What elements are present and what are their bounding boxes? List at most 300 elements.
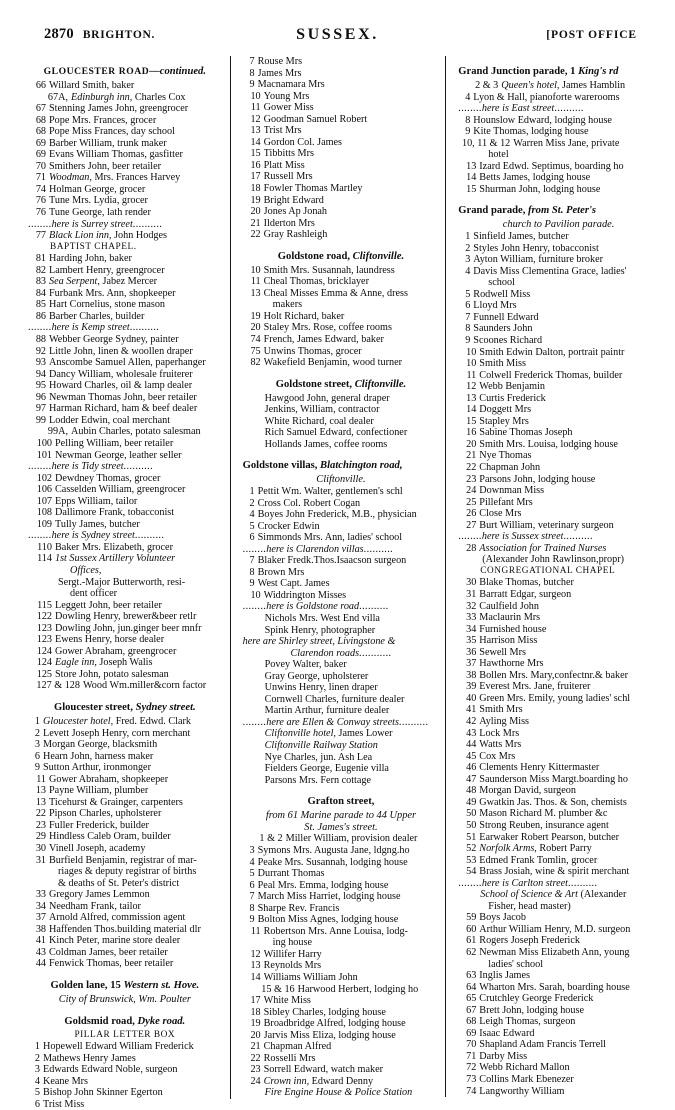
entry-text: Dowling Henry, brewer&beer retlr bbox=[55, 611, 197, 623]
entry-text: Crutchley George Frederick bbox=[479, 993, 594, 1005]
street-heading: Goldsmid road, Dyke road. bbox=[64, 1015, 186, 1027]
directory-entry bbox=[458, 704, 659, 716]
entry-text: Nye Thomas bbox=[479, 450, 532, 462]
entry-number: 93 bbox=[35, 357, 46, 369]
directory-entry bbox=[458, 404, 659, 416]
directory-entry bbox=[28, 831, 222, 843]
entry-number: 68 bbox=[35, 114, 46, 126]
entry-text: Hearn John, harness maker bbox=[43, 750, 154, 762]
entry-text: Widdrington Misses bbox=[263, 589, 347, 601]
directory-entry bbox=[28, 276, 222, 288]
entry-number: 33 bbox=[466, 612, 477, 624]
entry-number: 11 bbox=[466, 369, 477, 381]
directory-entry bbox=[243, 311, 440, 323]
entry-number: 76 bbox=[35, 207, 46, 219]
entry-number: 22 bbox=[250, 229, 261, 241]
entry-number: 99 bbox=[35, 414, 46, 426]
entry-text: Shurman John, lodging house bbox=[479, 183, 601, 195]
entry-text: Stapley Mrs bbox=[479, 415, 529, 427]
directory-entry bbox=[28, 299, 222, 311]
entry-number: 6 bbox=[249, 532, 255, 544]
entry-number: 102 bbox=[36, 472, 52, 484]
directory-entry bbox=[243, 914, 440, 926]
directory-entry bbox=[458, 172, 659, 184]
directory-entry bbox=[28, 669, 222, 681]
directory-entry bbox=[458, 126, 659, 138]
entry-text: Saunderson Miss Margt.boarding ho bbox=[479, 773, 628, 785]
entry-number: 50 bbox=[466, 819, 477, 831]
entry-number: 32 bbox=[466, 600, 477, 612]
entry-number: 2 bbox=[34, 727, 40, 739]
entry-number: 77 bbox=[35, 230, 46, 242]
directory-entry bbox=[458, 231, 659, 243]
entry-number: 127 & 128 bbox=[36, 680, 80, 692]
directory-entry bbox=[243, 857, 440, 869]
cross-street-reference: ........here is Sydney street.......... bbox=[28, 530, 165, 542]
entry-number: 22 bbox=[466, 462, 477, 473]
directory-entry bbox=[458, 797, 659, 809]
directory-entry bbox=[458, 1086, 659, 1098]
entry-number: 92 bbox=[35, 345, 46, 357]
entry-text: Webb Benjamin bbox=[479, 381, 545, 393]
directory-entry bbox=[458, 716, 659, 728]
directory-entry bbox=[458, 393, 659, 405]
entry-text: West Capt. James bbox=[257, 578, 330, 590]
directory-entry bbox=[28, 889, 222, 901]
entry-number: 5 bbox=[249, 520, 255, 532]
entry-continuation-line: riages & deputy registrar of births bbox=[58, 866, 197, 878]
entry-text: Symons Mrs. Augusta Jane, ldgng.ho bbox=[257, 844, 410, 856]
directory-entry bbox=[458, 462, 659, 474]
directory-entry bbox=[458, 543, 659, 555]
entry-text: Hounslow Edward, lodging house bbox=[473, 114, 612, 126]
entry-text: Gray Rashleigh bbox=[263, 229, 328, 241]
entry-number: 53 bbox=[466, 854, 477, 866]
directory-entry bbox=[243, 276, 440, 288]
entry-continuation-line: Sergt.-Major Butterworth, resi- bbox=[58, 576, 186, 588]
entry-number: 70 bbox=[35, 160, 46, 172]
entry-number: 23 bbox=[35, 819, 46, 831]
directory-entry bbox=[243, 1041, 440, 1053]
street-heading-subtitle: church to Pavilion parade. bbox=[502, 219, 615, 231]
entry-continuation-line: ing house bbox=[272, 937, 312, 949]
entry-number: 7 bbox=[465, 311, 471, 323]
entry-number: 6 bbox=[465, 300, 471, 312]
entry-text: Hawthorne Mrs bbox=[479, 658, 544, 670]
directory-entry bbox=[28, 392, 222, 404]
entry-number: 3 bbox=[249, 844, 255, 856]
column-3 bbox=[445, 56, 661, 1097]
entry-text: Sibley Charles, lodging house bbox=[263, 1006, 386, 1018]
entry-text: Doggett Mrs bbox=[479, 404, 532, 416]
directory-entry bbox=[28, 438, 222, 450]
directory-entry bbox=[458, 1016, 659, 1028]
directory-entry bbox=[458, 381, 659, 393]
entry-number: 17 bbox=[250, 171, 261, 183]
cross-street-reference: here are Shirley street, Livingstone & bbox=[242, 636, 396, 648]
entry-text: Peake Mrs. Susannah, lodging house bbox=[257, 856, 408, 868]
directory-entry bbox=[28, 657, 222, 669]
entry-text: Darby Miss bbox=[479, 1050, 528, 1062]
entry-text: Black Lion inn, John Hodges bbox=[49, 230, 168, 242]
entry-text: Russell Mrs bbox=[263, 171, 313, 183]
directory-entry bbox=[458, 820, 659, 832]
entry-number: 12 bbox=[250, 948, 261, 960]
directory-entry-unnumbered: Martin Arthur, furniture dealer bbox=[264, 705, 390, 717]
entry-number: 23 bbox=[466, 473, 477, 485]
entry-number: 106 bbox=[36, 484, 52, 496]
entry-number: 45 bbox=[466, 750, 477, 762]
entry-number: 30 bbox=[466, 577, 477, 589]
directory-entry-unnumbered: Povey Walter, baker bbox=[264, 659, 347, 671]
entry-number: 59 bbox=[466, 912, 477, 924]
entry-text: Evans William Thomas, gasfitter bbox=[49, 149, 183, 161]
entry-text: Peal Mrs. Emma, lodging house bbox=[257, 879, 389, 891]
entry-text: Betts James, lodging house bbox=[479, 172, 591, 184]
entry-text: Saunders John bbox=[473, 323, 533, 335]
directory-entry-unnumbered: Spink Henry, photographer bbox=[264, 624, 376, 636]
entry-text: Smith Mrs. Louisa, lodging house bbox=[479, 438, 618, 450]
directory-entry bbox=[458, 832, 659, 844]
entry-number: 65 bbox=[466, 993, 477, 1005]
entry-text: Trist Miss bbox=[43, 1098, 85, 1110]
directory-entry bbox=[28, 820, 222, 832]
entry-text: Levett Joseph Henry, corn merchant bbox=[43, 727, 191, 739]
entry-number: 33 bbox=[35, 889, 46, 901]
entry-number: 51 bbox=[466, 831, 477, 843]
entry-text: Goodman Samuel Robert bbox=[263, 113, 368, 125]
entry-text: Simmonds Mrs. Ann, ladies' school bbox=[257, 532, 403, 544]
entry-text: Association for Trained Nurses bbox=[479, 542, 607, 554]
directory-entry bbox=[28, 380, 222, 392]
entry-text: Little John, linen & woollen draper bbox=[49, 345, 193, 357]
entry-number: 14 bbox=[466, 172, 477, 184]
entry-text: Tune George, lath render bbox=[49, 207, 151, 219]
entry-text: Chapman Alfred bbox=[263, 1041, 332, 1053]
directory-entry bbox=[28, 762, 222, 774]
entry-number: 28 bbox=[466, 542, 477, 554]
directory-entry bbox=[458, 347, 659, 359]
entry-text: Watts Mrs bbox=[479, 739, 522, 751]
entry-text: Fenwick Thomas, beer retailer bbox=[49, 958, 174, 970]
directory-entry bbox=[28, 403, 222, 415]
entry-number: 40 bbox=[466, 692, 477, 704]
entry-number: 43 bbox=[35, 946, 46, 958]
entry-number: 9 bbox=[249, 79, 255, 91]
entry-text: Lodder Edwin, coal merchant bbox=[49, 414, 171, 426]
directory-entry bbox=[28, 415, 222, 427]
entry-number: 36 bbox=[466, 646, 477, 658]
directory-entry bbox=[458, 115, 659, 127]
entry-number: 7 bbox=[249, 56, 255, 67]
directory-entry bbox=[28, 80, 222, 92]
entry-text: March Miss Harriet, lodging house bbox=[257, 891, 401, 903]
street-heading-subtitle: Cliftonville. bbox=[316, 474, 366, 486]
entry-text: Green Mrs. Emily, young ladies' schl bbox=[479, 692, 631, 704]
entry-text: Dancy William, wholesale fruiterer bbox=[49, 368, 193, 380]
entry-text: Bollen Mrs. Mary,confectnr.& baker bbox=[479, 669, 628, 681]
entry-number: 49 bbox=[466, 796, 477, 808]
directory-entry bbox=[28, 751, 222, 763]
entry-number: 3 bbox=[34, 739, 40, 751]
directory-entry bbox=[243, 1030, 440, 1042]
entry-number: 8 bbox=[249, 566, 255, 578]
entry-text: Clements Henry Kittermaster bbox=[479, 762, 600, 774]
entry-text: Isaac Edward bbox=[479, 1027, 535, 1039]
entry-text: Leigh Thomas, surgeon bbox=[479, 1016, 576, 1028]
entry-number: 38 bbox=[466, 669, 477, 681]
directory-entry bbox=[243, 1064, 440, 1076]
directory-entry bbox=[243, 833, 440, 845]
entry-text: Colwell Frederick Thomas, builder bbox=[479, 369, 623, 381]
directory-entry bbox=[243, 1053, 440, 1065]
entry-text: Fuller Frederick, builder bbox=[49, 819, 149, 831]
directory-entry bbox=[28, 346, 222, 358]
entry-number: 15 bbox=[250, 148, 261, 160]
entry-text: Store John, potato salesman bbox=[55, 668, 169, 680]
entry-number: 68 bbox=[35, 126, 46, 138]
directory-entry bbox=[458, 843, 659, 855]
entry-text: Sewell Mrs bbox=[479, 646, 526, 658]
entry-text: Payne William, plumber bbox=[49, 785, 149, 797]
entry-text: Howard Charles, oil & lamp dealer bbox=[49, 380, 193, 392]
directory-entry bbox=[458, 416, 659, 428]
directory-entry-unnumbered: Rich Samuel Edward, confectioner bbox=[264, 427, 408, 439]
entry-number: 9 bbox=[249, 914, 255, 926]
directory-entry bbox=[243, 590, 440, 602]
entry-number: 124 bbox=[36, 645, 52, 657]
entry-text: Smith Miss bbox=[479, 358, 526, 370]
column-2 bbox=[230, 56, 446, 1099]
entry-number: 15 bbox=[466, 183, 477, 195]
entry-text: Bolton Miss Agnes, lodging house bbox=[257, 914, 399, 926]
entry-number: 27 bbox=[466, 519, 477, 531]
entry-text: Holt Richard, baker bbox=[263, 310, 345, 322]
directory-entry-unnumbered: Jenkins, William, contractor bbox=[264, 404, 380, 416]
entry-number: 2 bbox=[249, 497, 255, 509]
directory-entry bbox=[458, 358, 659, 370]
entry-text: Warren Miss Jane, private bbox=[513, 137, 620, 149]
directory-entry bbox=[458, 982, 659, 994]
entry-text: Jones Ap Jonah bbox=[263, 206, 328, 218]
entry-number: 11 bbox=[250, 102, 261, 114]
directory-entry bbox=[458, 508, 659, 520]
street-heading: Goldstone street, Cliftonville. bbox=[275, 378, 407, 390]
entry-text: Boys Jacob bbox=[479, 912, 526, 924]
entry-number: 61 bbox=[466, 935, 477, 947]
entry-number: 6 bbox=[249, 879, 255, 891]
directory-entry bbox=[243, 1007, 440, 1019]
directory-entry bbox=[243, 125, 440, 137]
entry-number: 19 bbox=[250, 310, 261, 322]
entry-text: Close Mrs bbox=[479, 508, 522, 520]
entry-text: Robertson Mrs. Anne Louisa, lodg- bbox=[263, 925, 408, 937]
entry-text: Webb Richard Mallon bbox=[479, 1062, 570, 1074]
directory-entry bbox=[458, 80, 659, 92]
entry-number: 20 bbox=[250, 1029, 261, 1041]
street-heading: Gloucester street, Sydney street. bbox=[53, 701, 196, 713]
entry-number: 5 bbox=[249, 868, 255, 880]
entry-number: 42 bbox=[466, 716, 477, 728]
street-heading-subtitle: from 61 Marine parade to 44 Upper bbox=[265, 810, 417, 822]
entry-number: 3 bbox=[34, 1064, 40, 1076]
directory-entry bbox=[28, 357, 222, 369]
directory-entry bbox=[458, 855, 659, 867]
entry-number: 83 bbox=[35, 276, 46, 288]
entry-number: 37 bbox=[466, 658, 477, 670]
directory-entry bbox=[28, 426, 222, 438]
entry-text: Young Mrs bbox=[263, 90, 310, 102]
entry-text: Woodman, Mrs. Frances Harvey bbox=[49, 172, 181, 184]
entry-text: Pillefant Mrs bbox=[479, 496, 533, 508]
entry-continuation-line: & deaths of St. Peter's district bbox=[58, 877, 180, 889]
directory-entry bbox=[458, 323, 659, 335]
entry-number: 3 bbox=[465, 254, 471, 266]
cross-street-reference: ........here is East street.......... bbox=[458, 103, 584, 115]
entry-text: Lambert Henry, greengrocer bbox=[49, 264, 165, 276]
entry-text: Gower Abraham, greengrocer bbox=[55, 645, 177, 657]
entry-number: 41 bbox=[466, 704, 477, 716]
entry-number: 14 bbox=[250, 136, 261, 148]
directory-entry bbox=[28, 774, 222, 786]
entry-text: Rogers Joseph Frederick bbox=[479, 935, 581, 947]
entry-number: 35 bbox=[466, 635, 477, 647]
entry-text: Platt Miss bbox=[263, 159, 305, 171]
entry-continuation-line: (Alexander John Rawlinson,propr) bbox=[482, 554, 625, 566]
entry-number: 101 bbox=[36, 449, 52, 461]
directory-entry bbox=[28, 958, 222, 970]
entry-number: 13 bbox=[466, 160, 477, 172]
entry-text: Parsons John, lodging house bbox=[479, 473, 596, 485]
directory-entry bbox=[243, 567, 440, 579]
directory-entry bbox=[28, 716, 222, 728]
entry-text: Eagle inn, Joseph Walis bbox=[55, 657, 153, 669]
entry-text: Gower Abraham, shopkeeper bbox=[49, 773, 169, 785]
entry-text: Morgan David, surgeon bbox=[479, 785, 576, 797]
directory-entry bbox=[458, 289, 659, 301]
directory-entry bbox=[28, 334, 222, 346]
entry-number: 16 bbox=[250, 159, 261, 171]
entry-number: 15 & 16 bbox=[261, 983, 295, 995]
entry-number: 108 bbox=[36, 507, 52, 519]
directory-entry bbox=[243, 532, 440, 544]
directory-entry bbox=[458, 762, 659, 774]
directory-entry bbox=[458, 370, 659, 382]
entry-number: 52 bbox=[466, 843, 477, 855]
entry-text: Kite Thomas, lodging house bbox=[473, 126, 589, 138]
entry-number: 10, 11 & 12 bbox=[461, 137, 511, 149]
directory-entry bbox=[243, 555, 440, 567]
entry-text: Pope Miss Frances, day school bbox=[49, 126, 175, 138]
entry-text: Shapland Adam Francis Terrell bbox=[479, 1039, 606, 1051]
entry-text: Sabine Thomas Joseph bbox=[479, 427, 573, 439]
directory-entry bbox=[243, 1076, 440, 1088]
entry-number: 8 bbox=[465, 323, 471, 335]
running-head-section: [POST OFFICE bbox=[546, 29, 637, 41]
entry-number: 123 bbox=[36, 622, 52, 634]
entry-text: Gwatkin Jas. Thos. & Son, chemists bbox=[479, 796, 627, 808]
page-folio-number: 2870 bbox=[44, 26, 74, 42]
directory-entry bbox=[28, 912, 222, 924]
entry-text: Edmed Frank Tomlin, grocer bbox=[479, 854, 598, 866]
directory-entry bbox=[28, 172, 222, 184]
entry-text: Tully James, butcher bbox=[55, 518, 140, 530]
directory-entry-unnumbered: White Richard, coal dealer bbox=[264, 415, 374, 427]
directory-entry-unnumbered: Parsons Mrs. Fern cottage bbox=[264, 774, 372, 786]
directory-entry bbox=[243, 578, 440, 590]
entry-number: 39 bbox=[466, 681, 477, 693]
entry-text: Lock Mrs bbox=[479, 727, 520, 739]
entry-number: 76 bbox=[35, 195, 46, 207]
entry-text: Norfolk Arms, Robert Parry bbox=[479, 843, 592, 855]
entry-number: 37 bbox=[35, 912, 46, 924]
directory-entry bbox=[458, 312, 659, 324]
entry-text: Smith Mrs bbox=[479, 704, 523, 716]
entry-text: Williams William John bbox=[263, 971, 358, 983]
entry-text: Broadbridge Alfred, lodging house bbox=[263, 1018, 406, 1030]
entry-text: Barber William, trunk maker bbox=[49, 137, 167, 149]
entry-number: 73 bbox=[466, 1073, 477, 1085]
directory-entry bbox=[458, 993, 659, 1005]
directory-entry bbox=[28, 600, 222, 612]
directory-entry bbox=[28, 207, 222, 219]
directory-entry bbox=[28, 1099, 222, 1110]
directory-entry bbox=[28, 855, 222, 867]
entry-number: 13 bbox=[35, 796, 46, 808]
entry-text: Sea Serpent, Jabez Mercer bbox=[49, 276, 158, 288]
entry-number: 20 bbox=[466, 438, 477, 450]
entry-number: 11 bbox=[36, 773, 46, 785]
entry-text: Vinell Joseph, academy bbox=[49, 843, 146, 854]
entry-text: Webber George Sydney, painter bbox=[49, 334, 179, 346]
entry-text: Styles John Henry, tobacconist bbox=[473, 242, 599, 254]
entry-text: Edwards Edward Noble, surgeon bbox=[43, 1064, 178, 1076]
directory-entry bbox=[28, 161, 222, 173]
entry-number: 12 bbox=[466, 381, 477, 393]
cross-street-reference: ........here is Kemp street.......... bbox=[28, 322, 160, 334]
directory-entry bbox=[28, 623, 222, 635]
entry-number: 66 bbox=[35, 80, 46, 91]
directory-entry bbox=[458, 774, 659, 786]
entry-text: Izard Edwd. Septimus, boarding ho bbox=[479, 160, 624, 172]
directory-entry bbox=[243, 949, 440, 961]
entry-text: Tune Mrs. Lydia, grocer bbox=[49, 195, 148, 207]
directory-entry bbox=[458, 138, 659, 150]
directory-entry bbox=[458, 924, 659, 936]
entry-text: Ilderton Mrs bbox=[263, 217, 315, 229]
directory-entry bbox=[243, 960, 440, 972]
directory-entry bbox=[243, 498, 440, 510]
entry-number: 23 bbox=[250, 1064, 261, 1076]
entry-text: Willifer Harry bbox=[263, 948, 322, 960]
directory-entry bbox=[28, 149, 222, 161]
directory-entry bbox=[243, 183, 440, 195]
directory-entry bbox=[458, 450, 659, 462]
institution-heading: PILLAR LETTER BOX bbox=[74, 1029, 176, 1040]
entry-number: 24 bbox=[466, 485, 477, 497]
directory-entry bbox=[243, 288, 440, 300]
street-heading: GLOUCESTER ROAD—continued. bbox=[43, 66, 206, 77]
entry-text: Mathews Henry James bbox=[43, 1052, 136, 1064]
directory-entry bbox=[28, 103, 222, 115]
entry-number: 110 bbox=[37, 541, 52, 553]
directory-entry bbox=[458, 92, 659, 104]
entry-text: Furbank Mrs. Ann, shopkeeper bbox=[49, 287, 176, 299]
directory-entry bbox=[28, 265, 222, 277]
street-heading-subtitle: St. James's street. bbox=[304, 821, 378, 833]
entry-number: 4 bbox=[465, 265, 471, 277]
entry-number: 63 bbox=[466, 970, 477, 982]
